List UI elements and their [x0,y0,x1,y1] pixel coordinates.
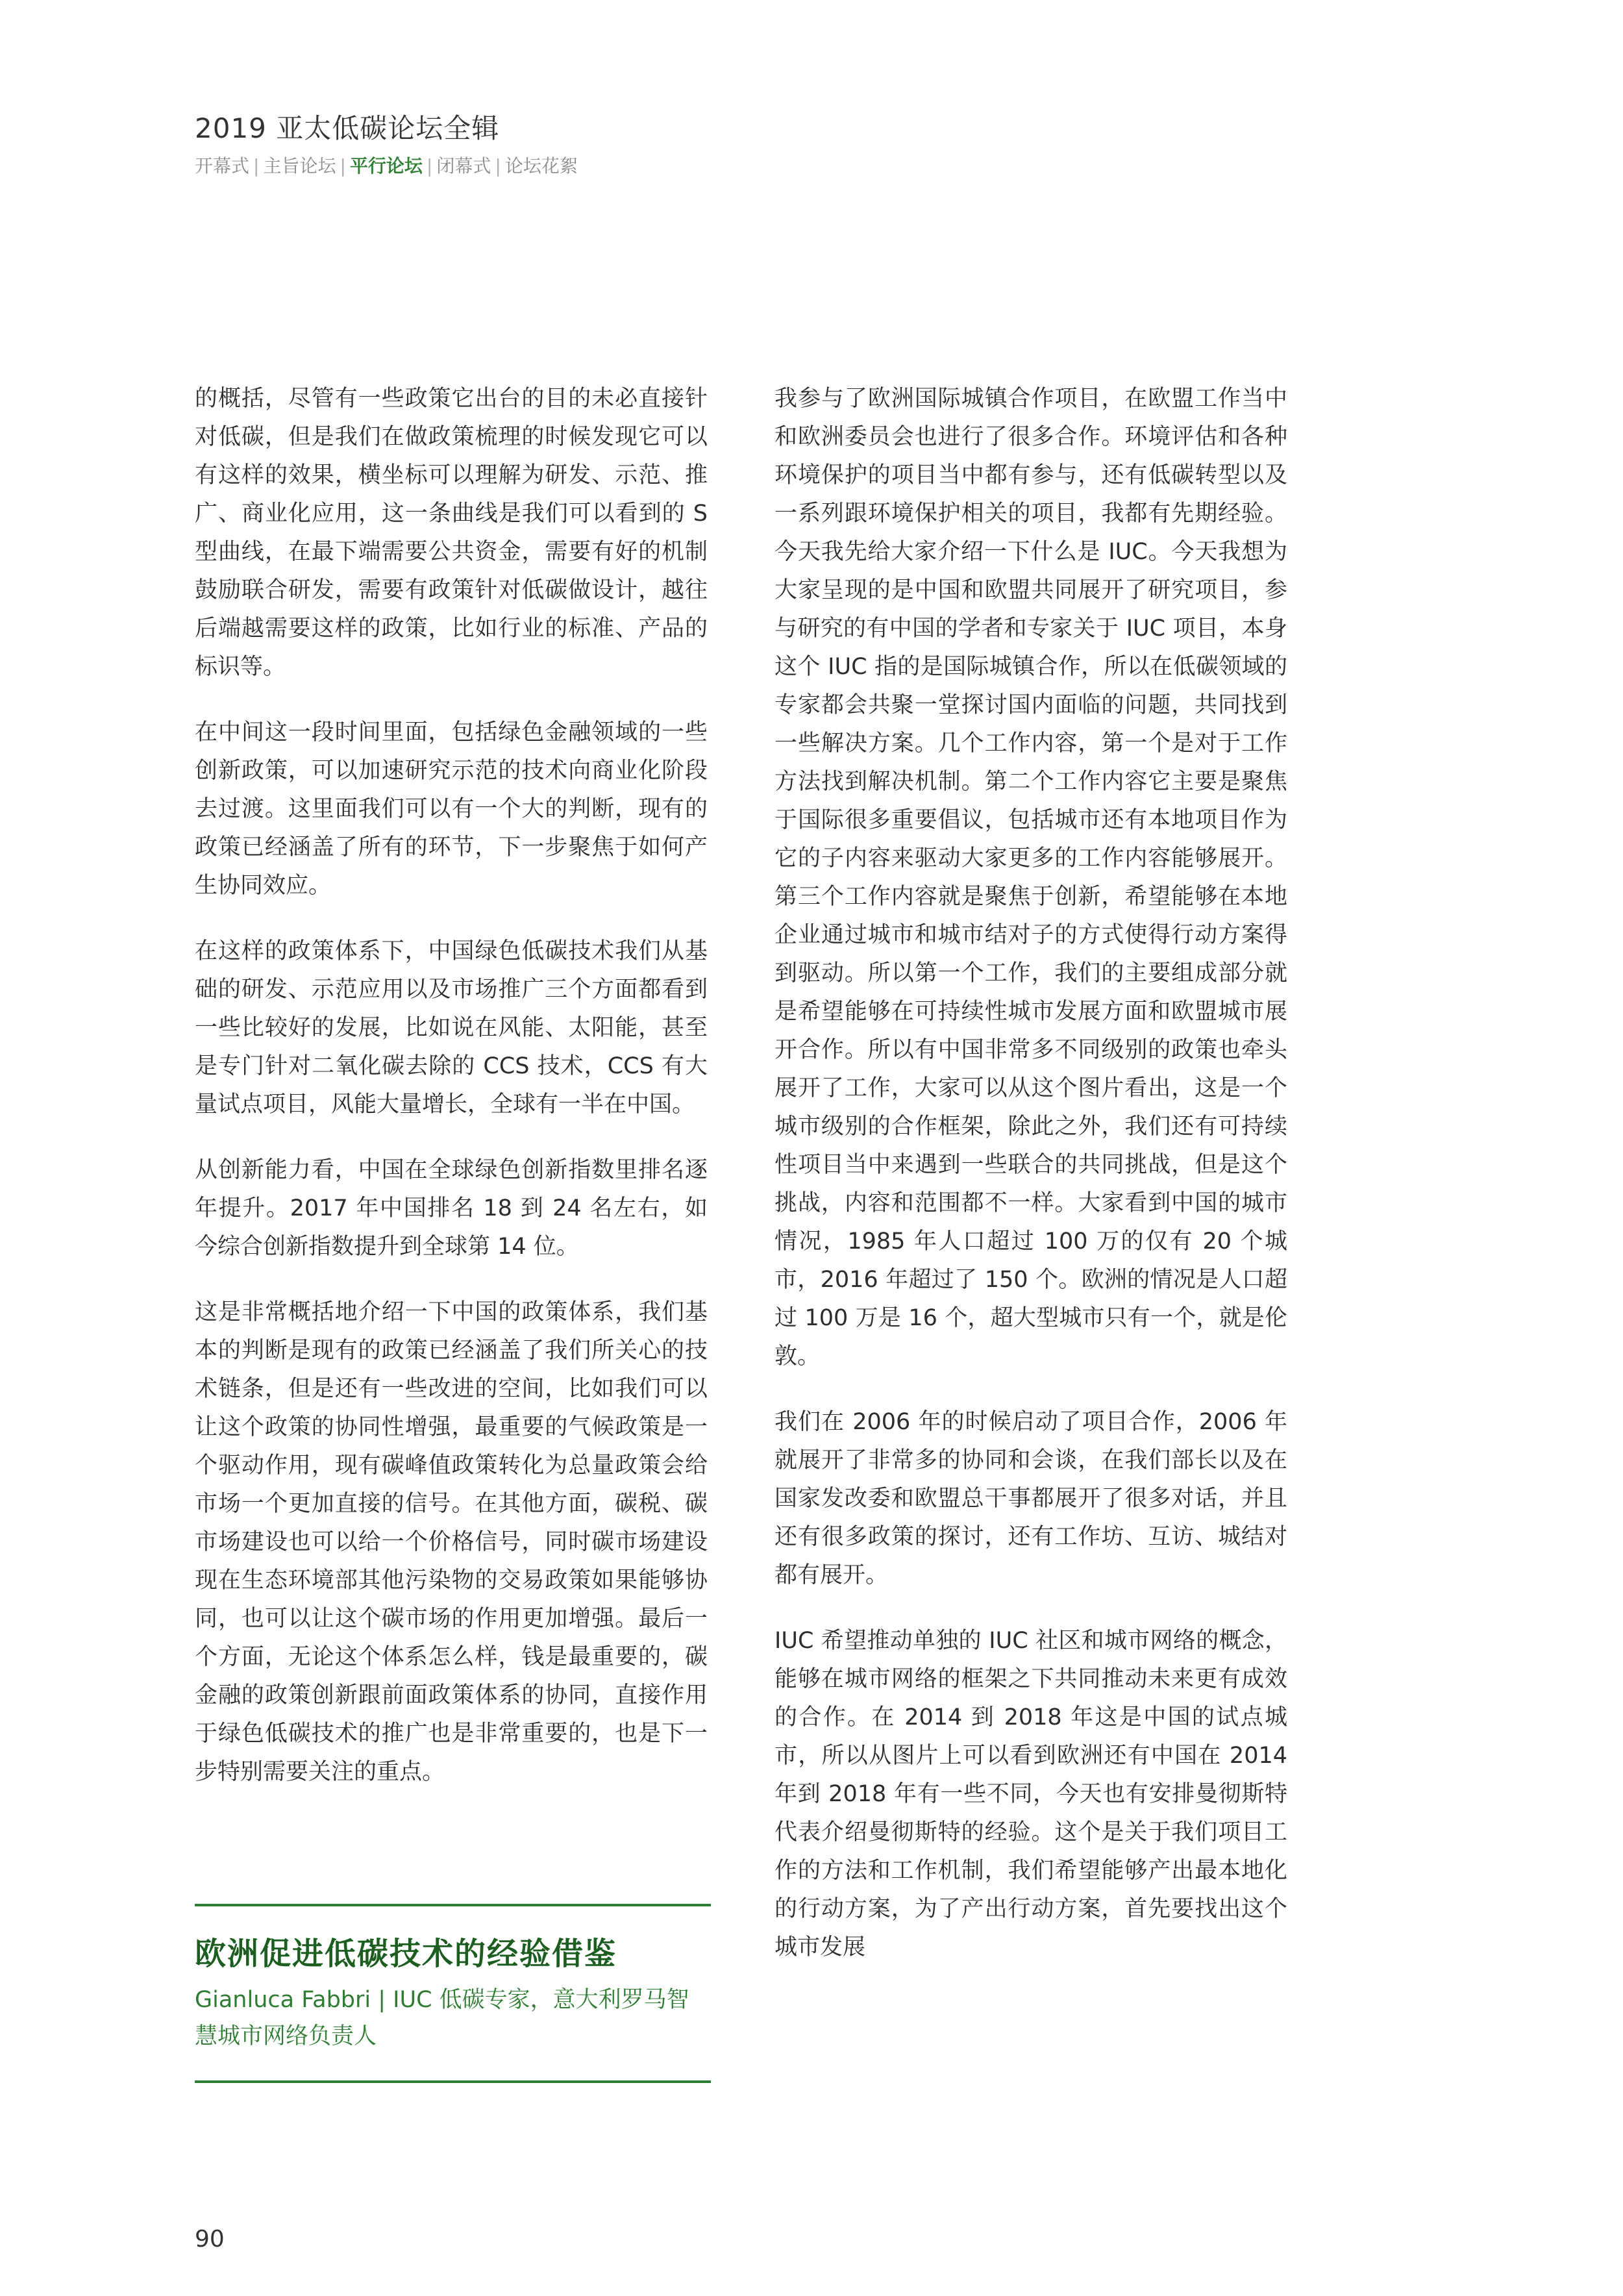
section-nav [195,153,578,179]
nav-item-parallel-forum[interactable]: 平行论坛 [349,155,423,177]
nav-separator: | [340,155,346,177]
body-paragraph: 在中间这一段时间里面，包括绿色金融领域的一些创新政策，可以加速研究示范的技术向商业化阶段去过渡。这里面我们可以有一个大的判断，现有的政策已经涵盖了所有的环节，下一步聚焦于如何产生协同效应。 [195,719,708,899]
body-paragraph: 我们在 2006 年的时候启动了项目合作，2006 年就展开了非常多的协同和会谈，在我们部长以及在国家发改委和欧盟总干事都展开了很多对话，并且还有很多政策的探讨，还有工作坊、互访、城结对都有展开。 [774,1409,1287,1588]
body-paragraph: 这是非常概括地介绍一下中国的政策体系，我们基本的判断是现有的政策已经涵盖了我们所关心的技术链条，但是还有一些改进的空间，比如我们可以让这个政策的协同性增强，最重要的气候政策是一个驱动作用，现有碳峰值政策转化为总量政策会给市场一个更加直接的信号。在其他方面，碳税、碳市场建设也可以给一个价格信号，同时碳市场建设现在生态环境部其他污染物的交易政策如果能够协同，也可以让这个碳市场的作用更加增强。最后一个方面，无论这个体系怎么样，钱是最重要的，碳金融的政策创新跟前面政策体系的协同，直接作用于绿色低碳技术的推广也是非常重要的，也是下一步特别需要关注的重点。 [195,1299,708,1785]
body-paragraph: 的概括，尽管有一些政策它出台的目的未必直接针对低碳，但是我们在做政策梳理的时候发现它可以有这样的效果，横坐标可以理解为研发、示范、推广、商业化应用，这一条曲线是我们可以看到的 S 型曲线，在最下端需要公共资金，需要有好的机制鼓励联合研发，需要有政策针对低碳做设计，越往后端越需要这样的政策，比如行业的标准、产品的标识等。 [195,386,708,680]
nav-item-closing[interactable]: 闭幕式 [436,155,491,177]
nav-separator: | [495,155,501,177]
nav-separator: | [426,155,433,177]
body-paragraph: 从创新能力看，中国在全球绿色创新指数里排名逐年提升。2017 年中国排名 18 到 24 名左右，如今综合创新指数提升到全球第 14 位。 [195,1157,708,1260]
nav-item-keynote[interactable]: 主旨论坛 [263,155,336,177]
section-top-rule [195,1904,711,1906]
left-column [195,380,708,1791]
section-title: 欧洲促进低碳技术的经验借鉴 [195,1936,617,1972]
page-number: 90 [195,2226,225,2252]
body-paragraph: 在这样的政策体系下，中国绿色低碳技术我们从基础的研发、示范应用以及市场推广三个方面都看到一些比较好的发展，比如说在风能、太阳能，甚至是专门针对二氧化碳去除的 CCS 技术，CCS 有大量试点项目，风能大量增长，全球有一半在中国。 [195,938,708,1117]
right-column [774,380,1287,1967]
running-header [195,109,578,179]
body-paragraph: IUC 希望推动单独的 IUC 社区和城市网络的概念，能够在城市网络的框架之下共同推动未来更有成效的合作。在 2014 到 2018 年这是中国的试点城市，所以从图片上可以看到欧洲还有中国在 2014 年到 2018 年有一些不同，今天也有安排曼彻斯特代表介绍曼彻斯特的经验。这个是关于我们项目工作的方法和工作机制，我们希望能够产出最本地化的行动方案，为了产出行动方案，首先要找出这个城市发展 [774,1628,1287,1960]
section-heading-block [195,1904,711,2083]
body-paragraph: 我参与了欧洲国际城镇合作项目，在欧盟工作当中和欧洲委员会也进行了很多合作。环境评估和各种环境保护的项目当中都有参与，还有低碳转型以及一系列跟环境保护相关的项目，我都有先期经验。今天我先给大家介绍一下什么是 IUC。今天我想为大家呈现的是中国和欧盟共同展开了研究项目，参与研究的有中国的学者和专家关于 IUC 项目，本身这个 IUC 指的是国际城镇合作，所以在低碳领域的专家都会共聚一堂探讨国内面临的问题，共同找到一些解决方案。几个工作内容，第一个是对于工作方法找到解决机制。第二个工作内容它主要是聚焦于国际很多重要倡议，包括城市还有本地项目作为它的子内容来驱动大家更多的工作内容能够展开。第三个工作内容就是聚焦于创新，希望能够在本地企业通过城市和城市结对子的方式使得行动方案得到驱动。所以第一个工作，我们的主要组成部分就是希望能够在可持续性城市发展方面和欧盟城市展开合作。所以有中国非常多不同级别的政策也牵头展开了工作，大家可以从这个图片看出，这是一个城市级别的合作框架，除此之外，我们还有可持续性项目当中来遇到一些联合的共同挑战，但是这个挑战，内容和范围都不一样。大家看到中国的城市情况，1985 年人口超过 100 万的仅有 20 个城市，2016 年超过了 150 个。欧洲的情况是人口超过 100 万是 16 个，超大型城市只有一个，就是伦敦。 [774,386,1287,1369]
nav-item-highlights[interactable]: 论坛花絮 [504,155,578,177]
nav-separator: | [253,155,260,177]
speaker-byline: Gianluca Fabbri | IUC 低碳专家，意大利罗马智慧城市网络负责人 [195,1987,689,2049]
section-bottom-rule [195,2080,711,2083]
nav-item-opening[interactable]: 开幕式 [195,155,250,177]
book-title: 2019 亚太低碳论坛全辑 [195,112,500,144]
